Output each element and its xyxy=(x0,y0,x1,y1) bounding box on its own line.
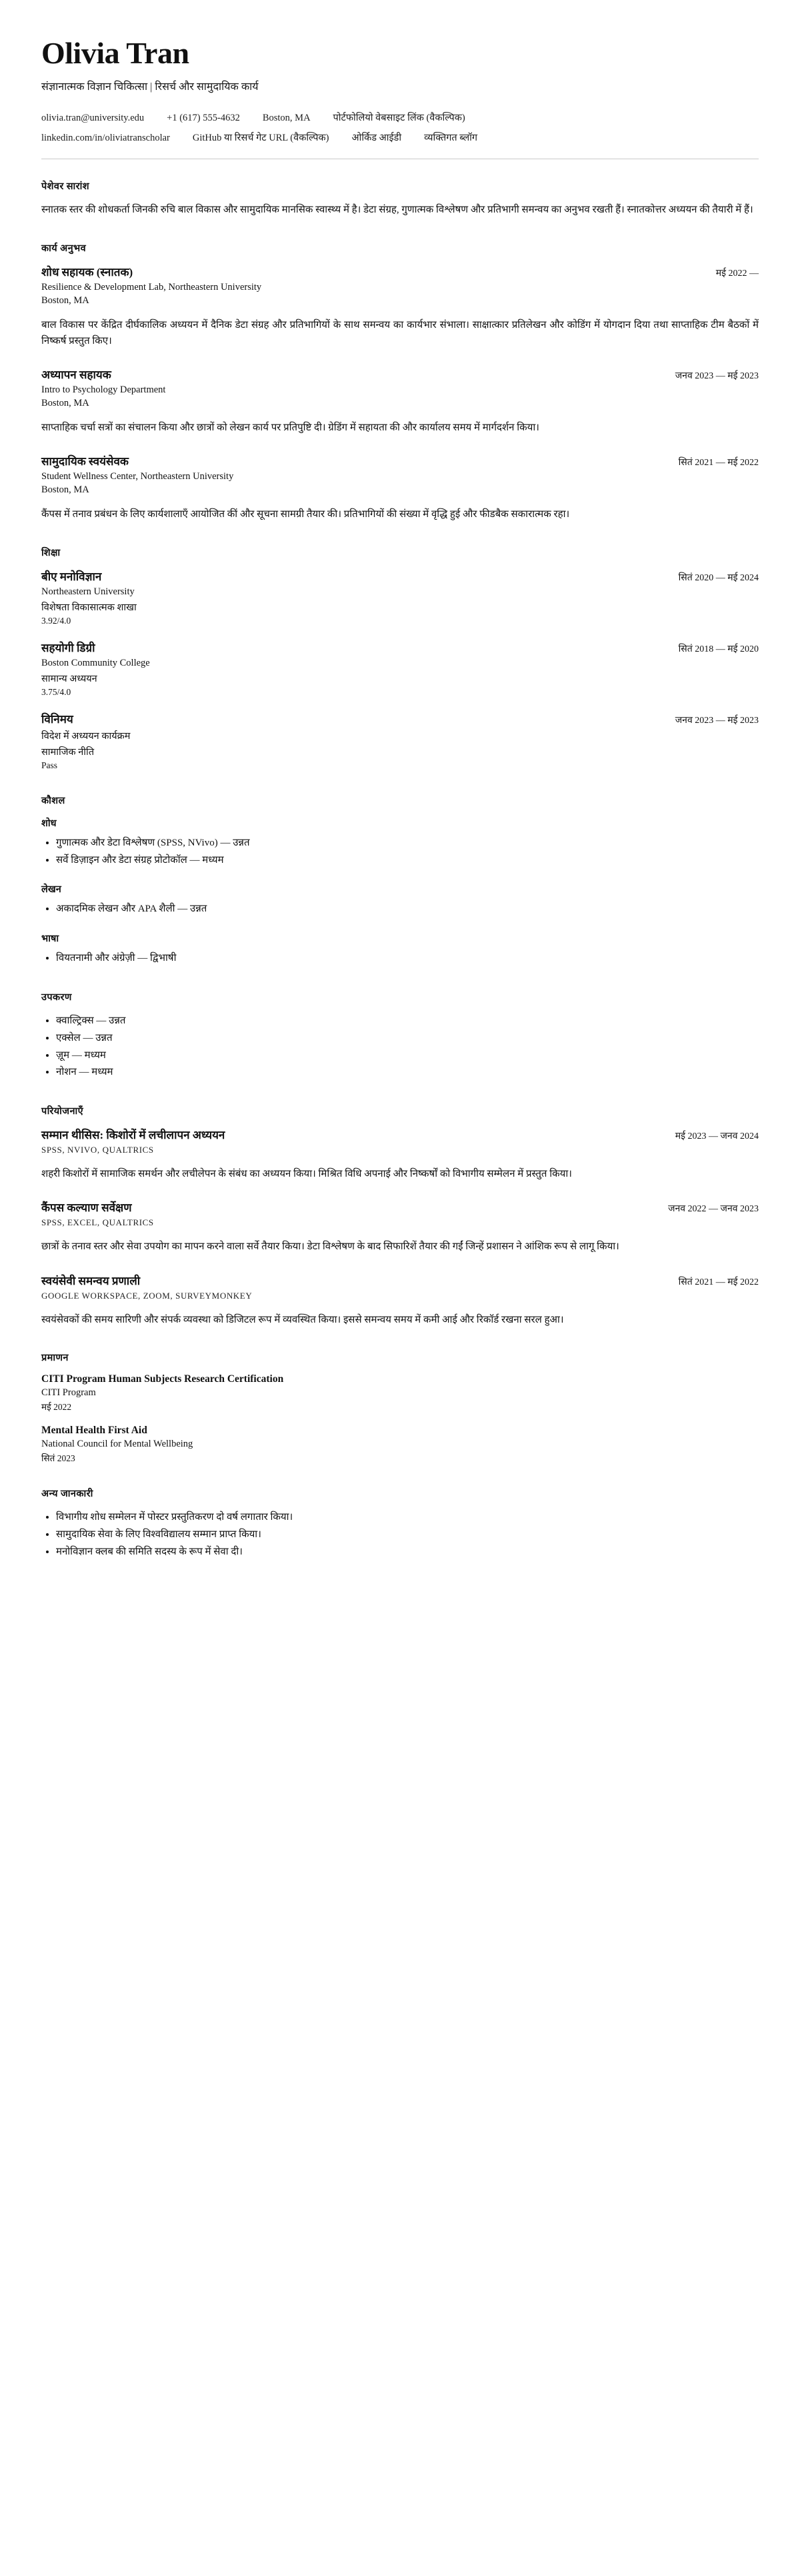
experience-description: साप्ताहिक चर्चा सत्रों का संचालन किया और छात्रों को लेखन कार्य पर प्रतिपुष्टि दी। ग्रेडिंग में सहायता की और कार्यालय समय में मार्गदर्शन किया। xyxy=(41,422,539,434)
section-title-summary: पेशेवर सारांश xyxy=(41,181,90,193)
experience-org: Intro to Psychology Department xyxy=(41,384,166,396)
additional-item: • विभागीय शोध सम्मेलन में पोस्टर प्रस्तुतिकरण दो वर्ष लगातार किया। xyxy=(56,1509,759,1527)
skill-group-name: लेखन xyxy=(41,884,61,896)
experience-entry-head xyxy=(41,453,759,468)
experience-entry-head xyxy=(41,264,759,279)
education-gpa: 3.75/4.0 xyxy=(41,686,71,697)
experience-description: बाल विकास पर केंद्रित दीर्घकालिक अध्ययन में दैनिक डेटा संग्रह और प्रतिभागियों के साथ समन्वय का कार्यभार संभाला। साक्षात्कार प्रतिलेखन और कोडिंग में योगदान दिया तथा साप्ताहिक टीम बैठकों में निष्कर्ष प्रस्तुत किए। xyxy=(41,319,759,346)
tool-item: • ज़ूम — मध्यम xyxy=(56,1047,759,1065)
project-description: छात्रों के तनाव स्तर और सेवा उपयोग का मापन करने वाला सर्वे तैयार किया। डेटा विश्लेषण के बाद सिफारिशें तैयार की गईं जिन्हें प्रशासन ने आंशिक रूप से लागू किया। xyxy=(41,1241,619,1253)
contact-line-1 xyxy=(41,111,759,124)
section-summary xyxy=(41,179,759,218)
education-entry-head xyxy=(41,711,759,726)
experience-date: जनव 2023 — मई 2023 xyxy=(675,371,759,382)
contact-blog[interactable]: व्यक्तिगत ब्लॉग xyxy=(424,133,478,144)
certification-date: मई 2022 xyxy=(41,1402,72,1413)
section-title-education: शिक्षा xyxy=(41,547,61,558)
education-school: Boston Community College xyxy=(41,657,150,668)
certification-name: Mental Health First Aid xyxy=(41,1425,147,1437)
project-title: सम्मान थीसिस: किशोरों में लचीलापन अध्ययन xyxy=(41,1129,225,1142)
skill-list xyxy=(41,950,759,967)
education-detail: सामान्य अध्ययन xyxy=(41,673,97,684)
skill-list xyxy=(41,835,759,870)
education-degree: सहयोगी डिग्री xyxy=(41,641,95,654)
education-entry xyxy=(41,640,759,698)
experience-entry xyxy=(41,264,759,350)
project-entry-head xyxy=(41,1273,759,1288)
education-gpa: Pass xyxy=(41,760,58,770)
skill-group-name: भाषा xyxy=(41,934,59,945)
skill-item: • वियतनामी और अंग्रेज़ी — द्विभाषी xyxy=(56,950,759,967)
skill-item: • सर्वे डिज़ाइन और डेटा संग्रह प्रोटोकॉल — मध्यम xyxy=(56,852,759,870)
education-date: जनव 2023 — मई 2023 xyxy=(675,715,759,726)
experience-org: Resilience & Development Lab, Northeastern University xyxy=(41,281,262,293)
certification-name: CITI Program Human Subjects Research Certification xyxy=(41,1373,284,1385)
project-entry xyxy=(41,1127,759,1182)
tool-item: • क्वाल्ट्रिक्स — उन्नत xyxy=(56,1013,759,1030)
education-date: सितं 2020 — मई 2024 xyxy=(678,572,759,583)
project-date: मई 2023 — जनव 2024 xyxy=(675,1131,759,1142)
additional-item: • सामुदायिक सेवा के लिए विश्वविद्यालय सम्मान प्राप्त किया। xyxy=(56,1527,759,1544)
project-tools: SPSS, EXCEL, QUALTRICS xyxy=(41,1217,154,1228)
tools-list xyxy=(41,1013,759,1081)
tool-item: • एक्सेल — उन्नत xyxy=(56,1030,759,1047)
education-entry-head xyxy=(41,568,759,584)
project-description: शहरी किशोरों में सामाजिक समर्थन और लचीलेपन के संबंध का अध्ययन किया। मिश्रित विधि अपनाई और निष्कर्षों को विभागीय सम्मेलन में प्रस्तुत किया। xyxy=(41,1169,572,1180)
skill-list xyxy=(41,901,759,918)
skill-item: • अकादमिक लेखन और APA शैली — उन्नत xyxy=(56,901,759,918)
education-entry-head xyxy=(41,640,759,655)
certification-org: CITI Program xyxy=(41,1387,96,1399)
certification-entry xyxy=(41,1425,759,1464)
certification-org: National Council for Mental Wellbeing xyxy=(41,1439,193,1450)
experience-entry xyxy=(41,366,759,436)
education-entry xyxy=(41,568,759,626)
experience-title: शोध सहायक (स्नातक) xyxy=(41,265,133,279)
education-degree: बीए मनोविज्ञान xyxy=(41,570,102,583)
skill-group xyxy=(41,882,759,918)
skill-item: • गुणात्मक और डेटा विश्लेषण (SPSS, NVivo) — उन्नत xyxy=(56,835,759,852)
contact-portfolio[interactable]: पोर्टफोलियो वेबसाइट लिंक (वैकल्पिक) xyxy=(333,113,465,124)
project-title: स्वयंसेवी समन्वय प्रणाली xyxy=(41,1274,141,1287)
section-tools xyxy=(41,990,759,1081)
headline: संज्ञानात्मक विज्ञान चिकित्सा | रिसर्च और सामुदायिक कार्य xyxy=(41,81,259,93)
project-tools: GOOGLE WORKSPACE, ZOOM, SURVEYMONKEY xyxy=(41,1290,253,1301)
contact-linkedin[interactable]: linkedin.com/in/oliviatranscholar xyxy=(41,133,170,144)
experience-location: Boston, MA xyxy=(41,295,89,306)
tool-item: • नोशन — मध्यम xyxy=(56,1064,759,1081)
project-date: सितं 2021 — मई 2022 xyxy=(678,1277,759,1287)
project-entry-head xyxy=(41,1199,759,1215)
project-entry-head xyxy=(41,1127,759,1142)
certification-entry xyxy=(41,1373,759,1413)
additional-item: • मनोविज्ञान क्लब की समिति सदस्य के रूप में सेवा दी। xyxy=(56,1544,759,1561)
contact-email[interactable]: olivia.tran@university.edu xyxy=(41,113,145,124)
project-entry xyxy=(41,1199,759,1255)
contact-line-2 xyxy=(41,131,759,144)
experience-title: अध्यापन सहायक xyxy=(41,368,111,382)
experience-location: Boston, MA xyxy=(41,484,89,496)
skill-group xyxy=(41,932,759,967)
page-title: Olivia Tran xyxy=(41,36,189,70)
experience-title: सामुदायिक स्वयंसेवक xyxy=(41,455,129,468)
certification-date: सितं 2023 xyxy=(41,1453,75,1464)
section-title-additional: अन्य जानकारी xyxy=(41,1489,93,1500)
experience-location: Boston, MA xyxy=(41,398,89,409)
education-school: विदेश में अध्ययन कार्यक्रम xyxy=(41,730,131,742)
section-title-experience: कार्य अनुभव xyxy=(41,243,87,254)
section-skills xyxy=(41,794,759,967)
education-detail: सामाजिक नीति xyxy=(41,746,95,758)
project-entry xyxy=(41,1273,759,1328)
section-certifications xyxy=(41,1351,759,1464)
project-date: जनव 2022 — जनव 2023 xyxy=(668,1204,759,1215)
contact-location: Boston, MA xyxy=(262,113,311,124)
summary-text: स्नातक स्तर की शोधकर्ता जिनकी रुचि बाल विकास और सामुदायिक मानसिक स्वास्थ्य में है। डेटा संग्रह, गुणात्मक विश्लेषण और प्रतिभागी समन्वय का अनुभव रखती हैं। स्नातकोत्तर अध्ययन की तैयारी में हैं। xyxy=(41,205,753,216)
education-school: Northeastern University xyxy=(41,586,135,597)
section-education xyxy=(41,546,759,771)
experience-entry xyxy=(41,453,759,522)
section-projects xyxy=(41,1104,759,1328)
contact-orcid[interactable]: ओर्किड आईडी xyxy=(351,133,402,144)
skill-group-name: शोध xyxy=(41,818,57,829)
project-description: स्वयंसेवकों की समय सारिणी और संपर्क व्यवस्था को डिजिटल रूप में व्यवस्थित किया। इससे समन्वय समय में कमी आई और रिकॉर्ड रखना सरल हुआ। xyxy=(41,1314,564,1325)
experience-org: Student Wellness Center, Northeastern University xyxy=(41,471,234,482)
experience-description: कैंपस में तनाव प्रबंधन के लिए कार्यशालाएँ आयोजित कीं और सूचना सामग्री तैयार की। प्रतिभागियों की संख्या में वृद्धि हुई और फीडबैक सकारात्मक रहा। xyxy=(41,509,570,520)
education-gpa: 3.92/4.0 xyxy=(41,615,71,626)
section-additional xyxy=(41,1487,759,1561)
section-title-certifications: प्रमाणन xyxy=(41,1353,69,1364)
education-degree: विनिमय xyxy=(41,712,73,726)
additional-list xyxy=(41,1509,759,1561)
contact-github[interactable]: GitHub या रिसर्च गेट URL (वैकल्पिक) xyxy=(192,133,329,144)
education-entry xyxy=(41,711,759,771)
skill-group xyxy=(41,816,759,870)
experience-date: मई 2022 — xyxy=(715,268,759,279)
section-title-tools: उपकरण xyxy=(41,991,72,1003)
section-experience xyxy=(41,241,759,523)
experience-entry-head xyxy=(41,366,759,382)
section-title-skills: कौशल xyxy=(41,795,65,806)
section-title-projects: परियोजनाएँ xyxy=(41,1106,84,1117)
contact-phone: +1 (617) 555-4632 xyxy=(167,113,240,124)
education-date: सितं 2018 — मई 2020 xyxy=(678,644,759,654)
project-title: कैंपस कल्याण सर्वेक्षण xyxy=(41,1201,132,1215)
project-tools: SPSS, NVIVO, QUALTRICS xyxy=(41,1145,154,1155)
experience-date: सितं 2021 — मई 2022 xyxy=(678,458,759,468)
education-detail: विशेषता विकासात्मक शाखा xyxy=(41,602,137,613)
